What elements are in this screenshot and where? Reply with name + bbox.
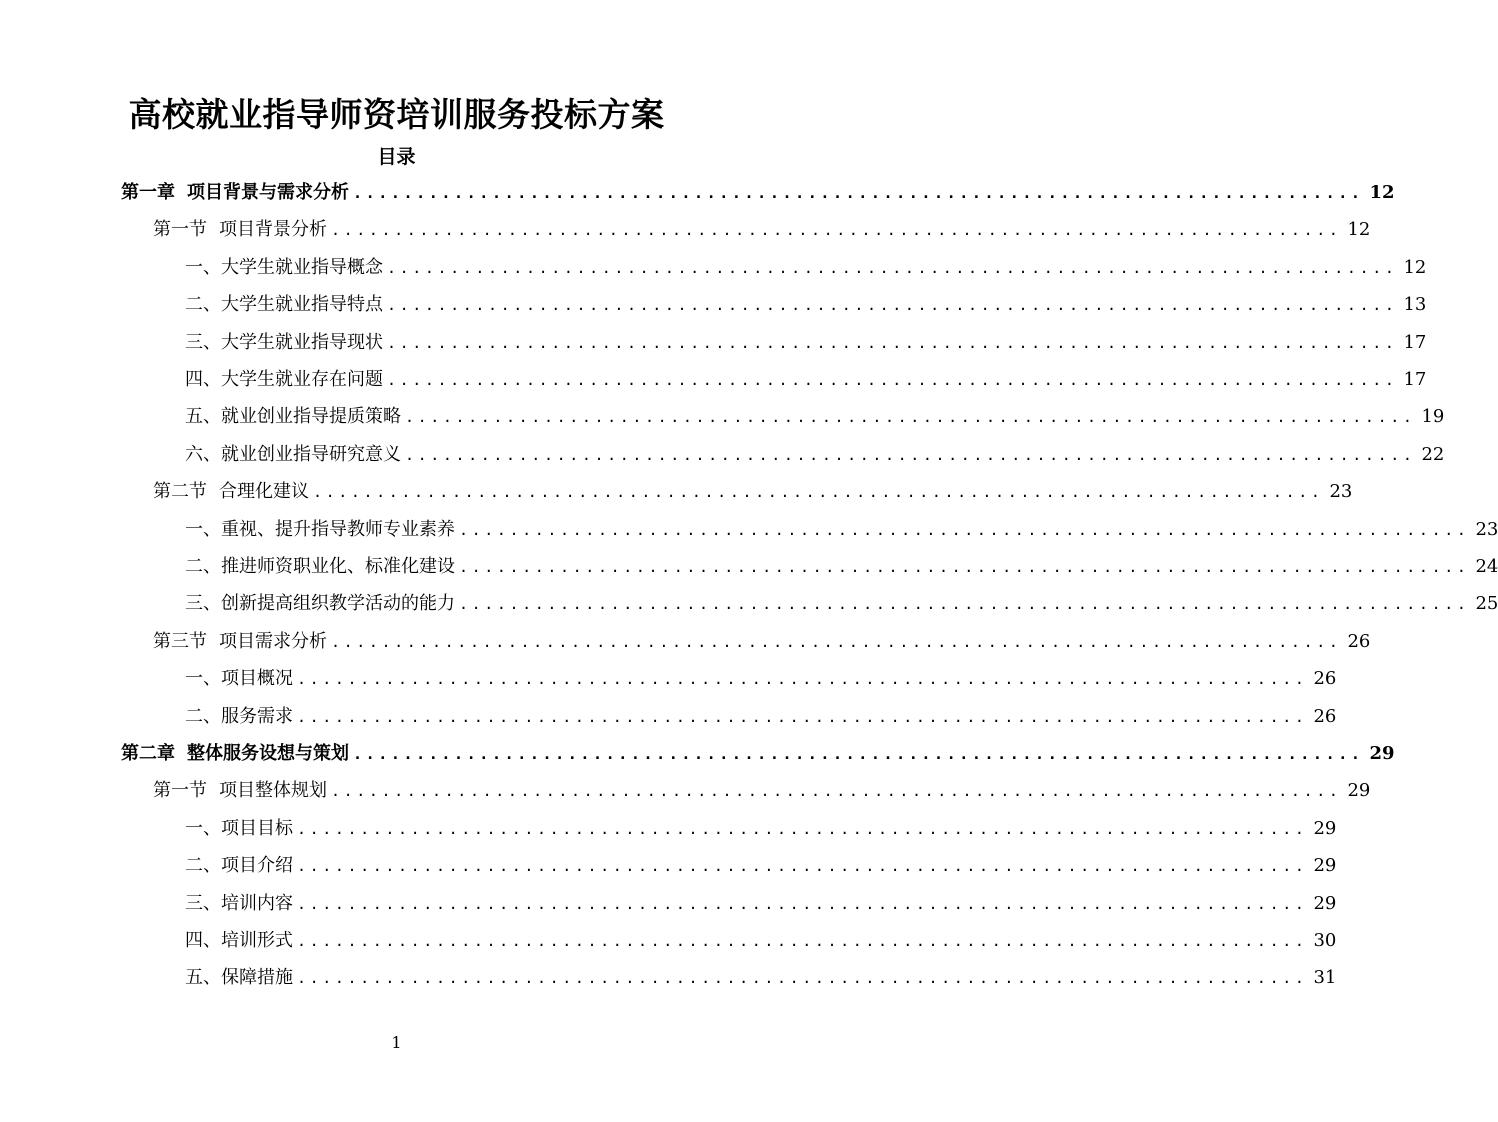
toc-entry-title: 二、项目介绍 [185, 855, 293, 877]
toc-entry[interactable] [185, 959, 1337, 996]
toc-entry-label [185, 585, 455, 622]
toc-entry-page: 29 [1313, 817, 1337, 839]
toc-entry-page: 12 [1403, 256, 1427, 278]
toc-entry[interactable] [185, 286, 1427, 323]
toc-entry-title: 二、大学生就业指导特点 [185, 294, 383, 316]
toc-entry-label [185, 548, 455, 585]
toc-dot-leader: ................................................................................ [297, 670, 1308, 689]
toc-entry[interactable] [185, 847, 1337, 884]
toc-entry-label [185, 511, 455, 548]
toc-dot-leader: ................................................................................ [387, 333, 1398, 352]
toc-entry-page: 12 [1347, 219, 1371, 241]
toc-entry[interactable] [185, 398, 1445, 435]
toc-entry-title: 三、创新提高组织教学活动的能力 [185, 593, 455, 615]
toc-dot-leader: ................................................................................ [313, 483, 1324, 502]
toc-entry-number: 第二章 [121, 743, 175, 764]
toc-entry-number: 第一节 [153, 780, 207, 802]
toc-entry-page: 22 [1421, 443, 1445, 465]
toc-dot-leader: ................................................................................ [405, 445, 1416, 464]
toc-entry-title: 二、推进师资职业化、标准化建设 [185, 556, 455, 577]
toc-dot-leader: ................................................................................ [387, 296, 1398, 315]
toc-dot-leader: ................................................................................ [353, 184, 1364, 202]
toc-entry-number: 第二节 [153, 481, 207, 503]
toc-entry-page: 29 [1369, 743, 1395, 764]
toc-entry-title: 整体服务设想与策划 [187, 743, 349, 764]
toc-dot-leader: ................................................................................ [297, 932, 1308, 950]
toc-entry-label [121, 735, 349, 772]
toc-entry-label [153, 473, 309, 510]
toc-entry-page: 24 [1475, 556, 1498, 577]
toc-dot-leader: ................................................................................ [297, 969, 1308, 988]
toc-dot-leader: ................................................................................ [331, 221, 1342, 240]
toc-entry-label [185, 810, 293, 847]
toc-dot-leader: ................................................................................ [405, 408, 1416, 427]
toc-entry-title: 二、服务需求 [185, 705, 293, 727]
toc-entry[interactable] [185, 324, 1427, 361]
toc-entry-number: 第一章 [121, 182, 175, 203]
toc-entry-label [153, 211, 327, 248]
toc-entry-page: 23 [1329, 481, 1353, 503]
toc-entry-page: 17 [1403, 331, 1427, 353]
toc-entry-label [185, 847, 293, 884]
toc-entry-page: 29 [1313, 855, 1337, 877]
toc-entry-page: 31 [1313, 967, 1337, 989]
toc-entry-label [185, 660, 293, 697]
toc-entry[interactable] [153, 473, 1353, 510]
toc-entry-page: 23 [1475, 518, 1498, 540]
toc-heading: 目录 [377, 146, 416, 168]
toc-entry-label [185, 286, 383, 323]
toc-dot-leader: ................................................................................ [387, 371, 1398, 389]
toc-entry[interactable] [185, 922, 1337, 959]
toc-entry-page: 13 [1403, 294, 1427, 316]
toc-entry-page: 26 [1347, 630, 1371, 652]
toc-dot-leader: ................................................................................ [331, 782, 1342, 801]
toc-entry[interactable] [153, 623, 1371, 660]
toc-entry-title: 项目背景与需求分析 [187, 182, 349, 203]
toc-dot-leader: ................................................................................ [459, 558, 1470, 576]
toc-dot-leader: ................................................................................ [297, 857, 1308, 876]
toc-entry[interactable] [185, 585, 1498, 622]
toc-entry-title: 项目整体规划 [219, 780, 327, 802]
toc-entry[interactable] [185, 810, 1337, 847]
toc-entry[interactable] [121, 735, 1395, 772]
toc-entry[interactable] [153, 772, 1371, 809]
toc-entry-page: 17 [1403, 369, 1427, 390]
toc-entry-title: 一、重视、提升指导教师专业素养 [185, 518, 455, 540]
toc-entry[interactable] [185, 436, 1445, 473]
toc-entry[interactable] [185, 361, 1427, 398]
page-number: 1 [391, 1033, 402, 1052]
toc-entry-page: 29 [1347, 780, 1371, 802]
toc-entry[interactable] [153, 211, 1371, 248]
toc-entry-title: 四、培训形式 [185, 930, 293, 951]
toc-entry-page: 26 [1313, 705, 1337, 727]
toc-entry-title: 一、项目概况 [185, 668, 293, 690]
toc-entry-label [185, 885, 293, 922]
toc-dot-leader: ................................................................................ [387, 258, 1398, 277]
toc-entry-title: 四、大学生就业存在问题 [185, 369, 383, 390]
toc-entry-number: 第三节 [153, 630, 207, 652]
toc-entry-title: 五、就业创业指导提质策略 [185, 406, 401, 428]
toc-entry-label [153, 623, 327, 660]
toc-dot-leader: ................................................................................ [297, 894, 1308, 913]
toc-entry-title: 合理化建议 [219, 481, 309, 503]
document-title: 高校就业指导师资培训服务投标方案 [128, 95, 665, 134]
toc-dot-leader: ................................................................................ [331, 632, 1342, 651]
toc-entry[interactable] [185, 885, 1337, 922]
toc-entry[interactable] [121, 174, 1395, 211]
toc-entry-page: 12 [1369, 182, 1395, 203]
toc-entry-label [121, 174, 349, 211]
toc-entry-title: 三、大学生就业指导现状 [185, 331, 383, 353]
toc-entry-number: 第一节 [153, 219, 207, 241]
toc-entry-page: 29 [1313, 892, 1337, 914]
toc-entry-title: 一、大学生就业指导概念 [185, 256, 383, 278]
toc-entry-page: 19 [1421, 406, 1445, 428]
toc-entry-page: 26 [1313, 668, 1337, 690]
toc-entry[interactable] [185, 548, 1498, 585]
toc-dot-leader: ................................................................................ [297, 819, 1308, 838]
toc-entry-label [185, 436, 401, 473]
toc-entry-label [153, 772, 327, 809]
toc-entry[interactable] [185, 660, 1337, 697]
toc-entry[interactable] [185, 698, 1337, 735]
toc-entry-title: 项目背景分析 [219, 219, 327, 241]
toc-entry-page: 25 [1475, 593, 1498, 615]
toc-dot-leader: ................................................................................ [297, 707, 1308, 726]
toc-entry-label [185, 324, 383, 361]
toc-entry-label [185, 922, 293, 959]
toc-entry-title: 一、项目目标 [185, 817, 293, 839]
toc-dot-leader: ................................................................................ [459, 520, 1470, 539]
toc-entry[interactable] [185, 511, 1498, 548]
toc-entry-label [185, 361, 383, 398]
toc-entry-title: 六、就业创业指导研究意义 [185, 443, 401, 465]
toc-dot-leader: ................................................................................ [353, 745, 1364, 763]
toc-entry-title: 三、培训内容 [185, 892, 293, 914]
toc-entry-label [185, 698, 293, 735]
toc-entry-label [185, 959, 293, 996]
toc-entry-title: 项目需求分析 [219, 630, 327, 652]
toc-entry[interactable] [185, 249, 1427, 286]
toc-dot-leader: ................................................................................ [459, 595, 1470, 614]
toc-entry-title: 五、保障措施 [185, 967, 293, 989]
toc-entry-label [185, 398, 401, 435]
toc-entry-label [185, 249, 383, 286]
toc-entry-page: 30 [1313, 930, 1337, 951]
